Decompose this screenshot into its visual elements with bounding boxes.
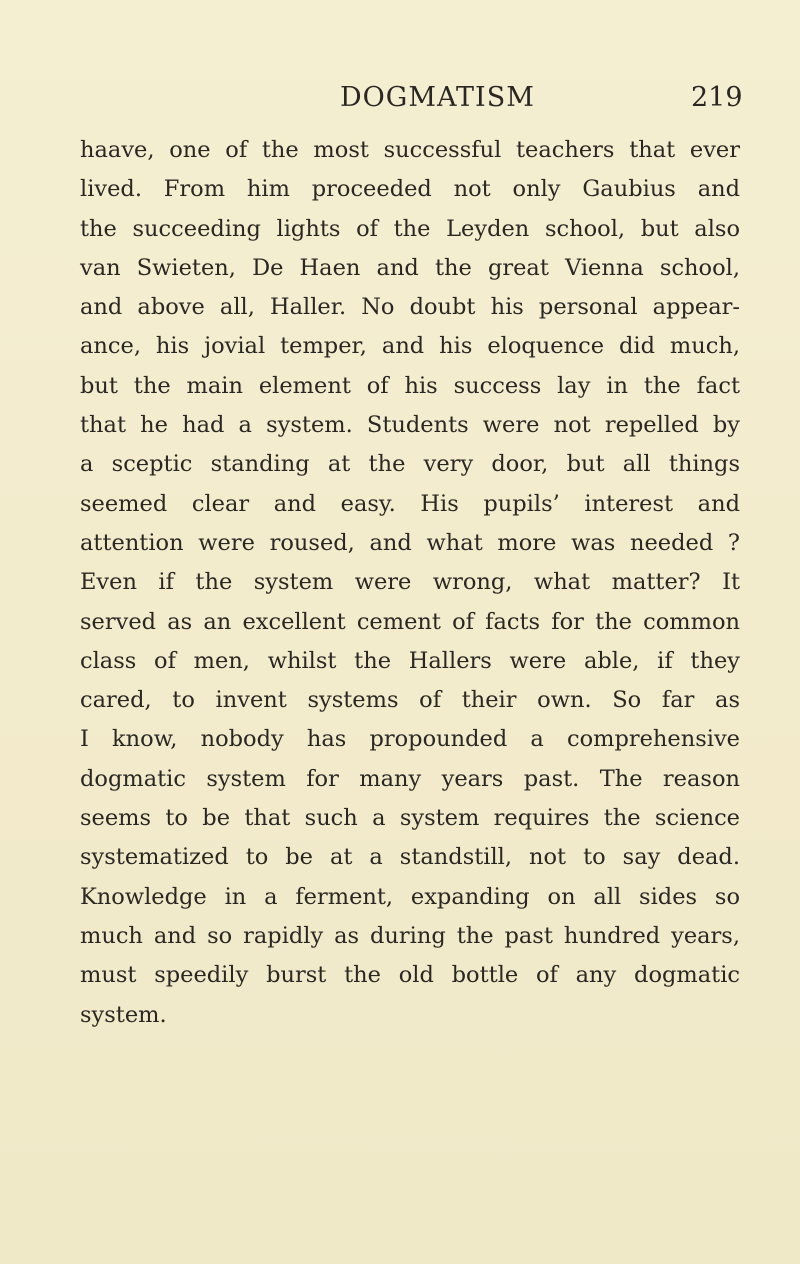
running-head <box>0 78 800 118</box>
text-line: cared, to invent systems of their own. So far as <box>80 687 740 714</box>
text-line: must speedily burst the old bottle of any dogmatic <box>80 962 740 989</box>
text-line: lived. From him proceeded not only Gaubius and <box>80 176 740 203</box>
text-line: Knowledge in a ferment, expanding on all sides so <box>80 883 740 910</box>
text-line: attention were roused, and what more was needed ? <box>80 529 740 556</box>
text-line: class of men, whilst the Hallers were able, if they <box>80 647 740 674</box>
text-line: seems to be that such a system requires the science <box>80 805 740 832</box>
text-line: seemed clear and easy. His pupils’ interest and <box>80 490 740 517</box>
text-line: served as an excellent cement of facts for the common <box>80 608 740 635</box>
text-line: I know, nobody has propounded a comprehensive <box>80 726 740 753</box>
text-line: haave, one of the most successful teachers that ever <box>80 137 740 163</box>
text-line: the succeeding lights of the Leyden school, but also <box>80 215 740 242</box>
text-line: much and so rapidly as during the past hundred years, <box>80 922 740 949</box>
text-line: that he had a system. Students were not repelled by <box>80 412 740 439</box>
text-line: dogmatic system for many years past. The reason <box>80 765 740 792</box>
text-line: van Swieten, De Haen and the great Vienna school, <box>80 254 740 281</box>
text-line: Even if the system were wrong, what matter? It <box>80 569 740 596</box>
text-line: but the main element of his success lay in the fact <box>80 372 740 399</box>
page-number: 219 <box>691 82 743 113</box>
text-line: ance, his jovial temper, and his eloquence did much, <box>80 333 740 360</box>
text-line: a sceptic standing at the very door, but all things <box>80 451 740 478</box>
text-line-last: system. <box>80 1001 167 1028</box>
text-line: systematized to be at a standstill, not to say dead. <box>80 844 740 871</box>
text-line: and above all, Haller. No doubt his personal appear- <box>80 294 740 321</box>
running-head-title: DOGMATISM <box>340 82 535 113</box>
body-text <box>80 131 740 1035</box>
